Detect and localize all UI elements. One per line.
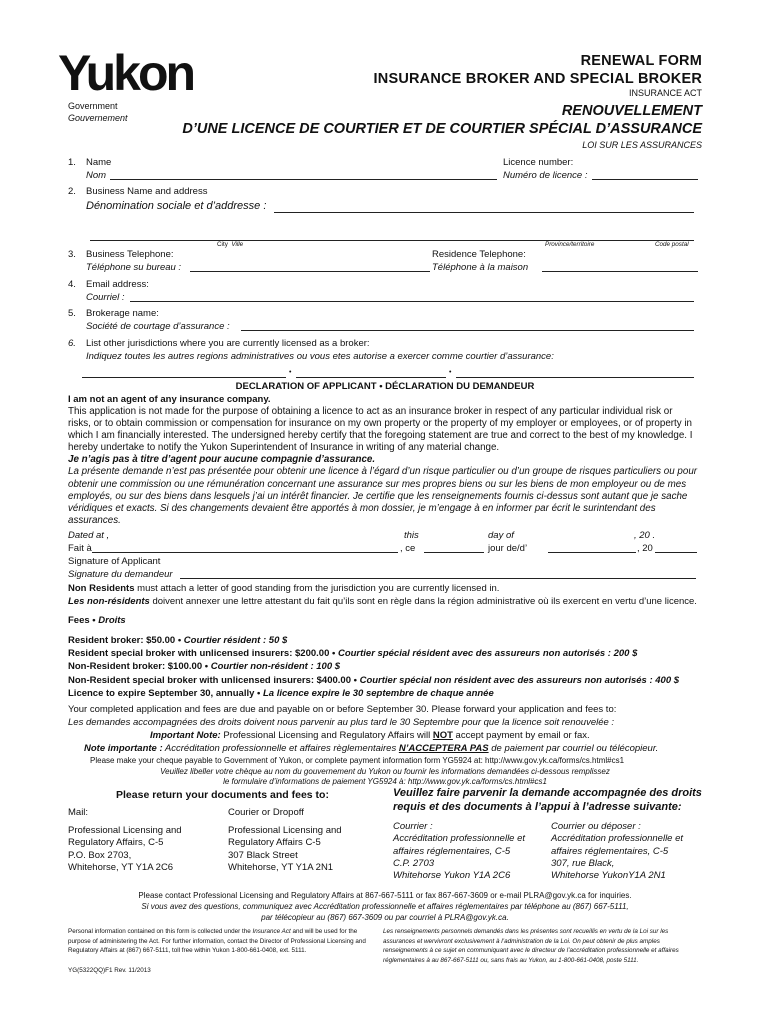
contact-fr-2: par télécopieur au (867) 667-3609 ou par courriel à PLRA@gov.yk.ca. [261,913,509,922]
juris-input-3[interactable] [456,367,694,378]
licence-input[interactable] [592,169,698,180]
contact-en: Please contact Professional Licensing and Regulatory Affairs at 867-667-5111 or fax 867-667-3609 or e-mail PLRA@gov.yk.ca for inquiries. [138,891,632,900]
address-input[interactable] [90,230,694,241]
field-2-num: 2. [68,186,76,197]
declaration-fr: La présente demande n’est pas présentée pour obtenir une licence à l’égard d’un risque particulier ou d’un groupe de risques particuliers ou pour obtenir une commission ou une rémunération concernant une assurance sur mes propres biens ou sur les biens de mon employeur ou de mes employés, ou sur des biens dans lesquels j’ai un intérêt financier. Je certifie que les renseignements fournis ci-dessus sont autant que je sache véridiques et exacts. Si des changements devaient être apportés à mon dossier, je m’engage à en informer par écrit le surintendant des assurances. [68,466,698,526]
rtel-input[interactable] [542,261,698,272]
year-input[interactable] [655,542,697,553]
fait-a-label: Fait à [68,543,92,554]
bullet: • [289,369,292,376]
province-label: Province/territoire [545,241,595,248]
signature-label-fr: Signature du demandeur [68,569,173,580]
business-input[interactable] [274,202,694,213]
courrier-address-fr: Courrier : Accréditation professionnelle et affaires réglementaires, C-5 C.P. 2703 Whitehorse Yukon Y1A 2C6 [393,821,526,882]
privacy-en: Personal information contained on this form is collected under the Insurance Act and will be used for the purpose of administering the Act. For further information, contact the Director of Professional Licensing and Regulatory Affairs at (867) 667-5111, toll free within Yukon 1-800-661-0408, ext. 5111. [68,928,366,955]
courier-address: Professional Licensing and Regulatory Affairs C-5 307 Black Street Whitehorse, YT Y1A 2N1 [228,825,342,873]
contact-fr-1: Si vous avez des questions, communiquez avec Accréditation professionnelle et affaires réglementaires par téléphone au (867) 667-5111, [141,902,629,911]
declaration-en: This application is not made for the purpose of obtaining a licence to act as an insurance broker in respect of any particular individual risk or risks, or to obtain commission or compensation for insurance on my own property or the property of my employer or employees, or of property in which I am financially interested. The undersigned hereby certify that the foregoing statement are true and correct to the best of my knowledge. I hereby undertake to notify the Yukon Superintendent of Insurance in writing of any material change. [68,406,693,454]
fee-item: Resident special broker with unlicensed insurers: $200.00 • Courtier spécial résident avec des assureurs non autorisés : 200 $ [68,648,638,660]
juris-label: List other jurisdictions where you are currently licensed as a broker: [86,338,370,349]
btel-label-fr: Téléphone su bureau : [86,262,182,273]
field-1-num: 1. [68,157,76,168]
juris-input-2[interactable] [296,367,446,378]
name-label-fr: Nom [86,170,107,181]
btel-input[interactable] [190,261,430,272]
cheque-fr-2: le formulaire d’informations de paiement YG5924 à: http://www.gov.yk.ca/forms/cs.html#cs1 [223,777,547,786]
fees-list [68,634,679,700]
btel-label: Business Telephone: [86,249,174,260]
postal-label: Code postal [655,241,689,248]
brokerage-label-fr: Société de courtage d’assurance : [86,321,230,332]
business-label: Business Name and address [86,186,208,197]
month-input[interactable] [548,542,636,553]
note-en: Important Note: Professional Licensing and Regulatory Affairs will NOT accept payment by email or fax. [150,730,590,741]
bullet: • [449,369,452,376]
name-input[interactable] [110,169,497,180]
deposer-address-fr: Courrier ou déposer : Accréditation professionnelle et affaires réglementaires, C-5 307, rue Black, Whitehorse YukonY1A 2N1 [551,821,684,882]
brokerage-input[interactable] [241,320,694,331]
due-fr: Les demandes accompagnées des droits doivent nous parvenir au plus tard le 30 Septembre pour que la licence soit renouvelée : [68,717,615,728]
due-en: Your completed application and fees are due and payable on or before September 30. Please forward your application and fees to: [68,704,617,715]
brokerage-label: Brokerage name: [86,308,159,319]
non-residents-en: Non Residents must attach a letter of good standing from the jurisdiction you are currently licensed in. [68,583,500,594]
fee-item: Non-Resident special broker with unlicensed insurers: $400.00 • Courtier spécial non résident avec des assureurs non autorisés : 400 $ [68,674,680,686]
non-residents-fr: Les non-résidents doivent annexer une lettre attestant du fait qu’ils sont en règle dans la région administrative où ils exercent en vertu d’une licence. [68,596,697,607]
title-licence-fr: D’UNE LICENCE DE COURTIER ET DE COURTIER SPÉCIAL D’ASSURANCE [182,121,702,137]
juris-label-fr: Indiquez toutes les autres regions administratives ou vous etes autorise a exercer comme courtier d’assurance: [86,351,554,362]
declaration-heading: DECLARATION OF APPLICANT • DÉCLARATION DU DEMANDEUR [235,381,535,392]
signature-label: Signature of Applicant [68,556,161,567]
email-input[interactable] [130,291,694,302]
signature-input[interactable] [180,568,696,579]
return-heading-fr-2: requis et des documents à l’appui à l’adresse suivante: [393,801,682,813]
fee-item: Licence to expire September 30, annually • La licence expire le 30 septembre de chaque année [68,687,494,699]
name-label: Name [86,157,112,168]
privacy-fr: Les renseignements personnels demandés dans les présentes sont recueillis en vertu de la Loi sur les assurances et wervivront exclusivement à l’administration de la Loi. On peut obtenir de plus amples renseignements à ce sujet en communiquant avec le directeur de l’accréditation professionnelle et affaires réglementaires à au 867-667-5111 ou, sans frais au Yukon, au 1-800-661-0408, poste 5111. [383,928,679,964]
field-6-num: 6. [68,338,76,349]
mail-label: Mail: [68,807,89,818]
rtel-label-fr: Téléphone à la maison [432,262,529,273]
fee-item: Resident broker: $50.00 • Courtier résident : 50 $ [68,635,288,646]
ce-label: , ce [400,543,416,554]
email-label: Email address: [86,279,149,290]
mail-address: Professional Licensing and Regulatory Affairs, C-5 P.O. Box 2703, Whitehorse, YT Y1A 2C6 [68,825,182,873]
fee-item: Non-Resident broker: $100.00 • Courtier non-résident : 100 $ [68,661,341,673]
email-label-fr: Courriel : [86,292,125,303]
title-broker: INSURANCE BROKER AND SPECIAL BROKER [373,71,702,87]
gov-fr: Gouvernement [68,113,128,123]
fees-heading: Fees • Droits [68,615,126,626]
juris-input-1[interactable] [82,367,286,378]
courier-label: Courier or Dropoff [228,807,304,818]
dated-place-input[interactable] [92,542,398,553]
this-label: this [404,530,419,541]
dated-at-label: Dated at , [68,530,110,541]
title-renouvellement: RENOUVELLEMENT [561,103,702,119]
licence-label: Licence number: [503,157,574,168]
act-fr: LOI SUR LES ASSURANCES [582,140,702,150]
business-label-fr: Dénomination sociale et d’addresse : [86,200,267,212]
not-agent-en: I am not an agent of any insurance company. [68,394,271,405]
yukon-logo: Yukon [58,45,194,101]
return-heading-fr-1: Veuillez faire parvenir la demande accompagnée des droits [393,787,702,799]
city-label: City Ville [217,241,244,248]
day-input[interactable] [424,542,484,553]
not-agent-fr: Je n’agis pas à titre d’agent pour aucune compagnie d’assurance. [68,454,376,466]
cheque-en: Please make your cheque payable to Government of Yukon, or complete payment information form YG5924 at: http://www.gov.yk.ca/forms/cs.html#cs1 [90,756,625,765]
field-5-num: 5. [68,308,76,319]
licence-label-fr: Numéro de licence : [503,170,588,181]
return-heading-en: Please return your documents and fees to: [116,789,329,801]
day-of-label: day of [488,530,514,541]
act-en: INSURANCE ACT [628,88,702,98]
field-4-num: 4. [68,279,76,290]
year-en-label: , 20 . [634,530,656,541]
form-id: YG(5322QQ)F1 Rev. 11/2013 [68,967,151,974]
note-fr: Note importante : Accréditation professionnelle et affaires règlementaires N’ACCEPTERA PAS de paiement par courriel ou télécopieur. [84,743,659,754]
field-3-num: 3. [68,249,76,260]
gov-en: Government [68,101,118,111]
rtel-label: Residence Telephone: [432,249,526,260]
jour-de-label: jour de/d’ [488,543,528,554]
cheque-fr-1: Veuillez libeller votre chèque au nom du gouvernement du Yukon ou fournir les informations demandées ci-dessous remplissez [160,767,610,776]
title-renewal-form: RENEWAL FORM [580,53,702,69]
year-fr-label: , 20 [637,543,653,554]
